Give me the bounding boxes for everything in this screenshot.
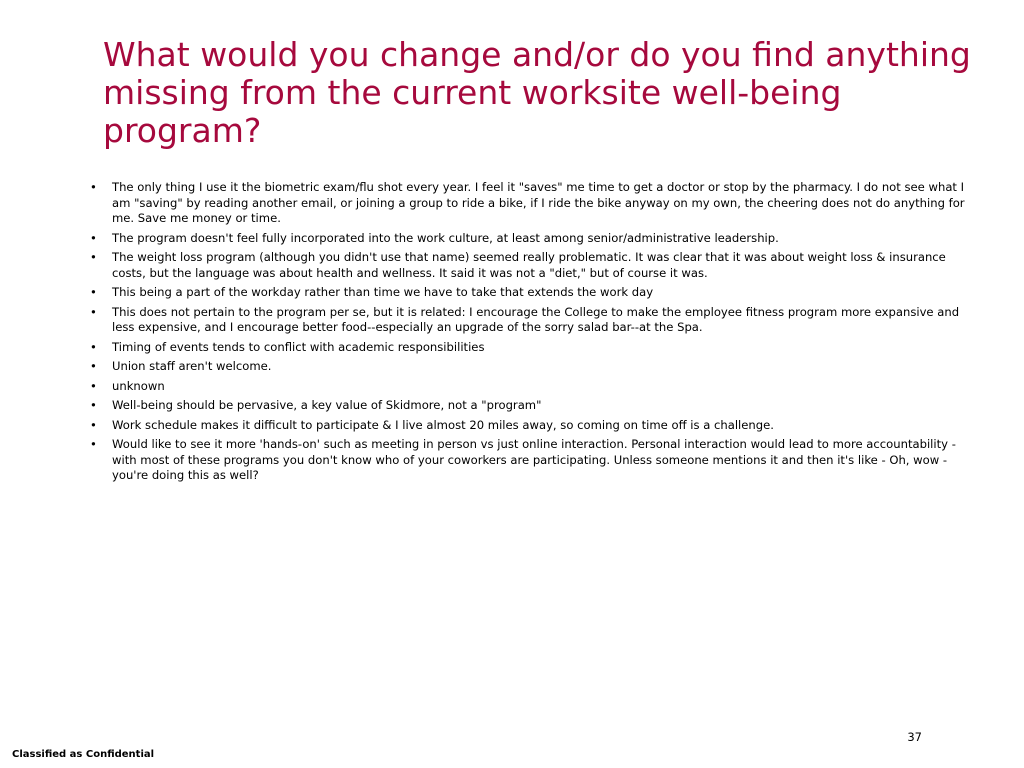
list-item [90,437,970,484]
bullet-icon: • [90,378,97,393]
list-item-text: Would like to see it more 'hands-on' such as meeting in person vs just online interaction. Personal interaction would lead to more accountability - with most of these programs you don't know who of your coworkers are participating. Unless someone mentions it and then it's like - Oh, wow - you're doing this as well? [112,437,956,482]
list-item [90,379,970,395]
bullet-icon: • [90,285,97,299]
list-item [90,418,970,434]
bullet-icon: • [90,180,97,194]
list-item-text: The only thing I use it the biometric exam/flu shot every year. I feel it "saves" me time to get a doctor or stop by the pharmacy. I do not see what I am "saving" by reading another email, or joining a group to ride a bike, if I ride the bike anyway on my own, the cheering does not do anything for me. Save me money or time. [112,180,965,225]
list-item-text: Work schedule makes it difficult to participate & I live almost 20 miles away, so coming on time off is a challenge. [112,417,774,432]
bullet-icon: • [90,339,97,354]
list-item [90,250,970,281]
page-number: 37 [907,730,922,744]
bullet-icon: • [90,437,97,451]
bullet-icon: • [90,250,97,264]
list-item-text: Well-being should be pervasive, a key value of Skidmore, not a "program" [112,398,542,412]
bullet-icon: • [90,398,97,412]
list-item [90,340,970,356]
list-item-text: Union staff aren't welcome. [112,359,272,373]
list-item-text: unknown [112,378,165,393]
bullet-icon: • [90,359,97,373]
list-item [90,398,970,414]
list-item-text: The weight loss program (although you didn't use that name) seemed really problematic. It was clear that it was about weight loss & insurance costs, but the language was about health and wellness. It said it was not a "diet," but of course it was. [112,250,946,280]
list-item-text: This being a part of the workday rather than time we have to take that extends the work day [112,285,654,299]
list-item-text: The program doesn't feel fully incorporated into the work culture, at least among senior/administrative leadership. [112,230,779,245]
bullet-icon: • [90,230,97,245]
slide-title: What would you change and/or do you find anything missing from the current worksite well-being program? [103,35,971,150]
classification-label: Classified as Confidential [12,749,155,760]
list-item [90,359,970,375]
bullet-icon: • [90,417,97,432]
response-list [90,180,970,488]
list-item-text: Timing of events tends to conflict with academic responsibilities [112,339,485,354]
list-item [90,305,970,336]
list-item [90,180,970,227]
list-item [90,285,970,301]
bullet-icon: • [90,304,97,319]
list-item [90,231,970,247]
list-item-text: This does not pertain to the program per se, but it is related: I encourage the College to make the employee fitness program more expansive and less expensive, and I encourage better food--especially an upgrade of the sorry salad bar--at the Spa. [112,304,960,334]
